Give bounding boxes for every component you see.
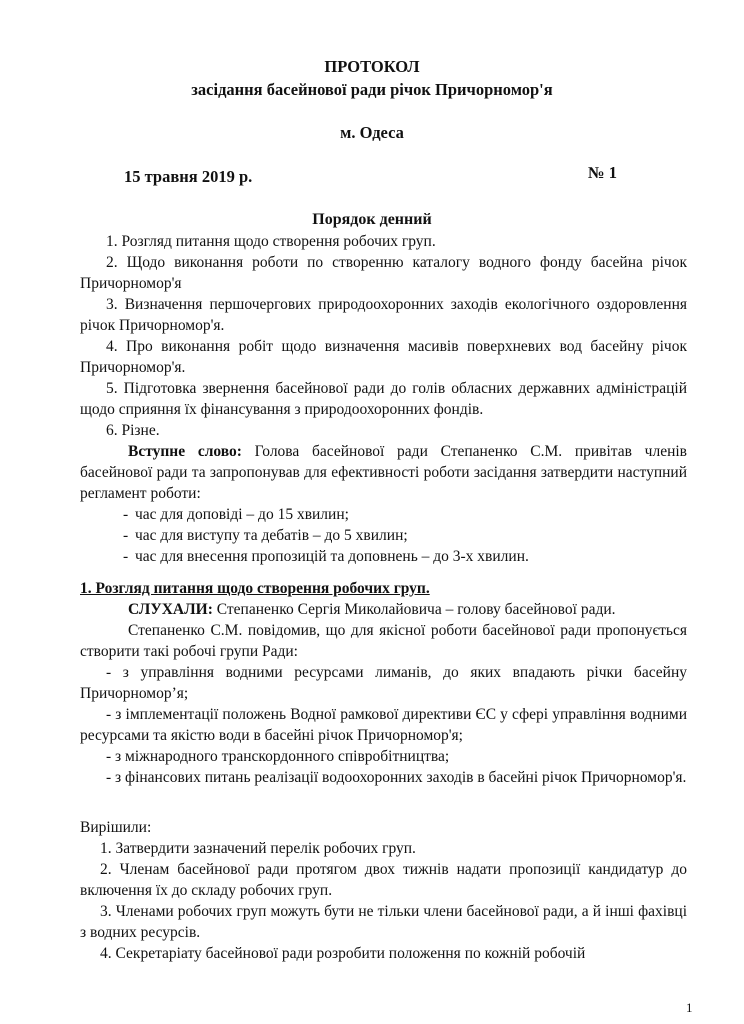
agenda-item: 5. Підготовка звернення басейнової ради до голів обласних державних адміністрацій щодо сприяння їх фінансування з природоохоронних фондів. — [80, 380, 687, 418]
document-date: 15 травня 2019 р. — [124, 167, 253, 186]
group-item: - з міжнародного транскордонного співробітництва; — [106, 748, 450, 765]
document-subtitle: засідання басейнової ради річок Причорномор'я — [191, 80, 553, 99]
group-item: - з імплементації положень Водної рамкової директиви ЄС у сфері управління водними ресурсами та якістю води в басейні річок Причорномор'я; — [80, 706, 687, 744]
agenda-title: Порядок денний — [312, 211, 432, 228]
agenda-list — [80, 231, 687, 441]
heard-label: СЛУХАЛИ: — [128, 601, 213, 618]
report-paragraph: Степаненко С.М. повідомив, що для якісної роботи басейнової ради пропонується створити такі робочі групи Ради: — [80, 622, 687, 660]
rule-item: - час для виступу та дебатів – до 5 хвилин; — [123, 527, 408, 544]
page-number: 1 — [686, 1000, 693, 1015]
decided-label: Вирішили: — [80, 819, 152, 836]
rules-list — [80, 504, 687, 567]
intro-section — [80, 441, 687, 567]
intro-paragraph — [80, 441, 687, 504]
rule-item: - час для доповіді – до 15 хвилин; — [123, 506, 349, 523]
document-number: № 1 — [588, 163, 617, 182]
agenda-item: 4. Про виконання робіт щодо визначення масивів поверхневих вод басейну річок Причорномор'я. — [80, 338, 687, 376]
group-item: - з фінансових питань реалізації водоохоронних заходів в басейні річок Причорномор'я. — [106, 769, 687, 786]
section-1-title: 1. Розгляд питання щодо створення робочих груп. — [80, 580, 430, 597]
intro-text: Голова басейнової ради Степаненко С.М. привітав членів басейнової ради та запропонував для ефективності роботи засідання затвердити наступний регламент роботи: — [80, 443, 687, 502]
agenda-item: 2. Щодо виконання роботи по створенню каталогу водного фонду басейна річок Причорномор'я — [80, 254, 687, 292]
agenda-item: 1. Розгляд питання щодо створення робочих груп. — [106, 233, 436, 250]
heard-text: Степаненко Сергія Миколайовича – голову басейнової ради. — [212, 601, 616, 618]
intro-label: Вступне слово: — [128, 443, 242, 460]
document-title: ПРОТОКОЛ — [324, 57, 420, 76]
decision-item: 4. Секретаріату басейнової ради розробити положення по кожній робочій — [100, 945, 586, 962]
decision-item: 1. Затвердити зазначений перелік робочих груп. — [100, 840, 416, 857]
decision-item: 3. Членами робочих груп можуть бути не тільки члени басейнової ради, а й інші фахівці з водних ресурсів. — [80, 903, 687, 941]
group-item: - з управління водними ресурсами лиманів, до яких впадають річки басейну Причорномор’я; — [80, 664, 687, 702]
decisions-section — [80, 817, 687, 964]
section-1 — [80, 578, 687, 788]
decision-item: 2. Членам басейнової ради протягом двох тижнів надати пропозиції кандидатур до включення їх до складу робочих груп. — [80, 861, 687, 899]
rule-item: - час для внесення пропозицій та доповнень – до 3-х хвилин. — [123, 548, 529, 565]
agenda-item: 6. Різне. — [106, 422, 160, 439]
heard-paragraph — [80, 599, 687, 620]
document-city: м. Одеса — [340, 123, 404, 142]
agenda-item: 3. Визначення першочергових природоохоронних заходів екологічного оздоровлення річок Причорномор'я. — [80, 296, 687, 334]
